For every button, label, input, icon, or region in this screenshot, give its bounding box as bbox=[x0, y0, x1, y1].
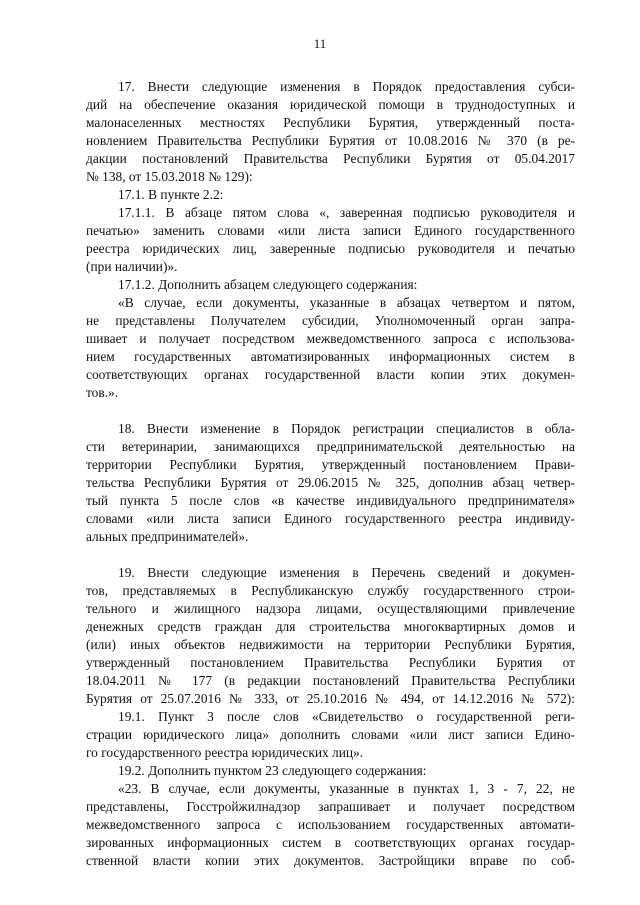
text-line: утвержденный постановлением Правительства Республики Бурятия от bbox=[86, 655, 575, 670]
text-line: тов, представляемых в Республиканскую службу государственного строи- bbox=[86, 583, 575, 598]
text-line: представлены, Госстройжилнадзор запрашивает и получает посредством bbox=[86, 799, 575, 814]
text-line: Бурятия от 25.07.2016 № 333, от 25.10.2016 № 494, от 14.12.2016 № 572): bbox=[86, 691, 575, 706]
text-line: ственной власти копии этих документов. Застройщики вправе по соб- bbox=[86, 853, 575, 868]
text-line: тельства Республики Бурятия от 29.06.2015 № 325, дополнив абзац четвер- bbox=[86, 475, 575, 490]
text-line: альных предпринимателей». bbox=[86, 529, 249, 544]
text-line: № 138, от 15.03.2018 № 129): bbox=[86, 169, 253, 184]
page-number: 11 bbox=[313, 36, 327, 51]
text-line: 19.1. Пункт 3 после слов «Свидетельство о государственной реги- bbox=[118, 709, 575, 724]
text-line: 18.04.2011 № 177 (в редакции постановлений Правительства Республики bbox=[86, 673, 575, 688]
text-line: 18. Внести изменение в Порядок регистрации специалистов в обла- bbox=[118, 421, 575, 436]
text-line: (при наличии)». bbox=[86, 259, 178, 274]
text-line: нием государственных автоматизированных информационных систем в bbox=[86, 349, 575, 364]
text-line: шивает и получает посредством межведомственного запроса с использова- bbox=[86, 331, 575, 346]
text-line: печатью» заменить словами «или листа записи Единого государственного bbox=[86, 223, 575, 238]
text-line: малонаселенных местностях Республики Бурятия, утвержденный поста- bbox=[86, 115, 575, 130]
text-line: страции юридического лица» дополнить словами «или лист записи Едино- bbox=[86, 727, 575, 742]
text-line: 17. Внести следующие изменения в Порядок предоставления субси- bbox=[118, 79, 575, 94]
text-line: 17.1. В пункте 2.2: bbox=[118, 187, 224, 202]
text-line: словами «или листа записи Единого государственного реестра индивиду- bbox=[86, 511, 575, 526]
text-line: зированных информационных систем в соответствующих органах государ- bbox=[86, 835, 575, 850]
text-line: «23. В случае, если документы, указанные в пунктах 1, 3 - 7, 22, не bbox=[118, 781, 575, 796]
text-line: новлением Правительства Республики Бурятия от 10.08.2016 № 370 (в ре- bbox=[86, 133, 575, 148]
text-line: денежных средств граждан для строительства многоквартирных домов и bbox=[86, 619, 575, 634]
text-line: дакции постановлений Правительства Республики Бурятия от 05.04.2017 bbox=[86, 151, 575, 166]
text-line: межведомственного запроса с использованием государственных автомати- bbox=[86, 817, 575, 832]
text-line: сти ветеринарии, занимающихся предпринимательской деятельностью на bbox=[86, 439, 575, 454]
text-line: 17.1.2. Дополнить абзацем следующего содержания: bbox=[118, 277, 418, 292]
text-line: тельного и жилищного надзора лицами, осуществляющими привлечение bbox=[86, 601, 575, 616]
text-line: 19. Внести следующие изменения в Перечень сведений и докумен- bbox=[118, 565, 575, 580]
text-line: го государственного реестра юридических лиц». bbox=[86, 745, 364, 760]
text-line: реестра юридических лиц, заверенные подписью руководителя и печатью bbox=[86, 241, 575, 256]
text-line: тый пункта 5 после слов «в качестве индивидуального предпринимателя» bbox=[86, 493, 575, 508]
text-line: 19.2. Дополнить пунктом 23 следующего содержания: bbox=[118, 763, 427, 778]
text-line: не представлены Получателем субсидии, Уполномоченный орган запра- bbox=[86, 313, 575, 328]
text-line: дий на обеспечение оказания юридической помощи в труднодоступных и bbox=[86, 97, 575, 112]
text-line: соответствующих органах государственной власти копии этих докумен- bbox=[86, 367, 575, 382]
text-line: (или) иных объектов недвижимости на территории Республики Бурятия, bbox=[86, 637, 575, 652]
text-line: 17.1.1. В абзаце пятом слова «, заверенная подписью руководителя и bbox=[118, 205, 575, 220]
text-line: территории Республики Бурятия, утвержденный постановлением Прави- bbox=[86, 457, 575, 472]
text-line: тов.». bbox=[86, 385, 119, 400]
text-line: «В случае, если документы, указанные в абзацах четвертом и пятом, bbox=[118, 295, 575, 310]
